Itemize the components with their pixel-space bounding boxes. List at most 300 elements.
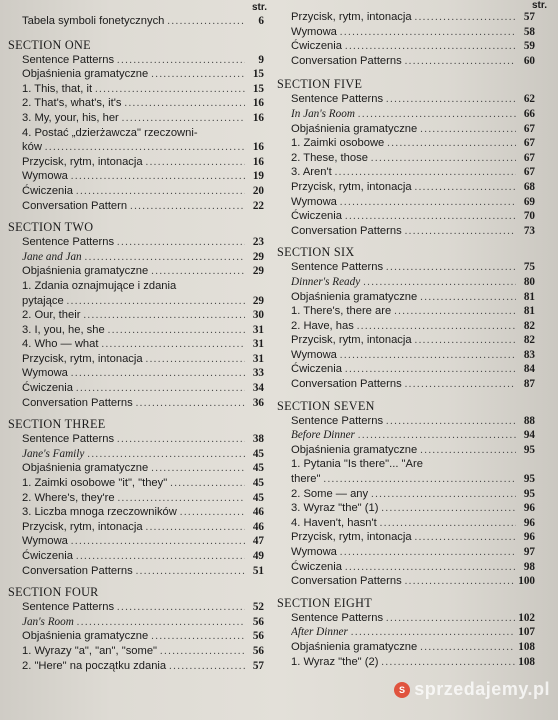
dot-leader [77,616,245,630]
dot-leader [351,626,515,640]
toc-entry-title: 2. Where's, they're [22,491,115,504]
dot-leader [117,54,245,68]
toc-entry-page: 100 [518,575,535,588]
toc-entry [291,319,535,334]
toc-entry [22,352,264,367]
toc-entry [291,611,535,626]
section-heading: SECTION EIGHT [277,595,372,610]
toc-entry-page: 69 [523,195,535,208]
toc-entry-page: 45 [252,462,264,475]
toc-entry-title: Conversation Patterns [291,575,402,588]
toc-entry-title: Jane and Jan [22,250,82,263]
toc-entry-title: Sentence Patterns [22,53,115,66]
dot-leader [71,535,245,549]
watermark-logo-icon: S [394,682,410,698]
toc-entry-title: 2. Some — any [291,487,369,500]
toc-entry [291,516,535,531]
toc-entry [291,560,535,575]
dot-leader [146,156,245,170]
toc-entry-page: 31 [252,323,264,336]
toc-entry [22,366,264,381]
dot-leader [136,397,245,411]
toc-entry [291,333,535,348]
dot-leader [67,295,245,309]
toc-entry-page: 31 [252,338,264,351]
toc-entry-page: 94 [523,429,535,442]
toc-entry-page: 60 [523,54,535,67]
dot-leader [345,363,516,377]
toc-entry-title: After Dinner [291,626,348,639]
toc-entry-page: 95 [523,473,535,486]
dot-leader [122,112,245,126]
toc-entry-page: 16 [252,141,264,154]
dot-leader [420,123,516,137]
dot-leader [394,305,516,319]
toc-entry-title: Conversation Patterns [291,378,402,391]
toc-column-left [8,14,264,673]
toc-entry-page: 31 [252,352,264,365]
dot-leader [85,251,245,265]
toc-entry-title: Conversation Patterns [22,396,133,409]
section-heading: SECTION FIVE [277,77,363,92]
toc-entry-page: 19 [252,170,264,183]
toc-entry [22,184,264,199]
toc-entry [291,640,535,655]
toc-entry-page: 97 [523,546,535,558]
toc-entry-title: Wymowa [22,535,68,548]
toc-entry-title: 1. There's, there are [291,305,392,318]
toc-entry-page: 16 [252,155,264,168]
toc-entry-page: 102 [518,611,535,624]
dot-leader [415,531,516,545]
toc-entry-page: 47 [252,535,264,548]
dot-leader [405,575,516,589]
toc-entry [22,644,264,659]
toc-entry-page: 67 [523,137,535,150]
toc-entry-title: Wymowa [291,546,337,558]
toc-entry-page: 84 [523,363,535,376]
dot-leader [363,276,516,290]
dot-leader [95,83,245,97]
dot-leader [420,641,515,655]
toc-entry-page: 107 [518,626,535,639]
toc-entry-page: 52 [252,601,264,614]
toc-entry-title: Przycisk, rytm, intonacja [291,180,412,193]
dot-leader [345,561,516,575]
toc-entry-page: 46 [252,520,264,533]
toc-entry [22,505,264,520]
toc-entry-page: 108 [518,655,535,668]
page-column-header-left: str. [252,2,268,13]
toc-entry [291,574,535,589]
toc-entry [291,428,535,443]
toc-entry [291,443,535,458]
section-entries [22,235,264,410]
toc-entry [291,195,535,210]
toc-entry-title: 2. Have, has [291,319,354,332]
dot-leader [87,448,245,462]
toc-entry-title: Przycisk, rytm, intonacja [22,520,143,533]
toc-entry [22,67,264,82]
toc-entry [22,279,264,294]
dot-leader [151,462,245,476]
dot-leader [386,415,516,429]
dot-leader [76,382,245,396]
toc-entry-title: pytające [22,294,64,307]
toc-entry [291,625,535,640]
toc-entry-title: Sentence Patterns [291,93,384,106]
toc-entry [22,520,264,535]
toc-entry-title: 4. Haven't, hasn't [291,516,377,529]
toc-entry [22,659,264,674]
toc-entry-page: 6 [258,15,264,27]
toc-entry [291,92,535,107]
toc-entry-title: Objaśnienia gramatyczne [291,122,418,135]
dot-leader [108,324,245,338]
toc-entry [22,629,264,644]
section-entries [291,414,535,589]
toc-entry-title: 2. Our, their [22,309,81,322]
toc-entry-title: 1. Pytania "Is there"... "Are [291,458,423,471]
dot-leader [118,492,245,506]
toc-entry-page: 22 [252,199,264,212]
toc-entry-page: 15 [252,68,264,81]
toc-entry [291,545,535,560]
dot-leader [345,210,516,224]
toc-entry-title: 1. Wyrazy "a", "an", "some" [22,644,158,657]
toc-entry-page: 38 [252,433,264,446]
toc-entry-page: 23 [252,236,264,249]
dot-leader [167,15,245,29]
toc-entry [291,136,535,151]
toc-entry-page: 81 [523,290,535,303]
toc-entry-page: 95 [523,487,535,500]
watermark-text: sprzedajemy.pl [414,679,550,699]
dot-leader [420,291,516,305]
dot-leader [386,93,516,107]
toc-entry-title: Ćwiczenia [291,40,342,53]
toc-entry-title: there" [291,473,321,486]
toc-entry-title: Objaśnienia gramatyczne [291,640,418,653]
toc-entry-title: Sentence Patterns [22,601,115,614]
toc-entry [22,250,264,265]
toc-entry [22,564,264,579]
toc-entry [291,472,535,487]
toc-entry-title: Before Dinner [291,429,355,442]
toc-entry-title: 1. Zaimki osobowe [291,137,385,150]
toc-entry-title: ków [22,141,42,154]
toc-entry-page: 46 [252,506,264,519]
dot-leader [386,612,515,626]
toc-entry-title: Ćwiczenia [291,560,342,573]
toc-entry-page: 16 [252,97,264,110]
toc-entry [291,457,535,472]
toc-entry-page: 45 [252,477,264,490]
toc-entry [22,308,264,323]
toc-entry-title: Przycisk, rytm, intonacja [291,11,412,23]
toc-entry-title: In Jan's Room [291,107,355,120]
toc-entry [22,53,264,68]
section-heading: SECTION FOUR [8,585,99,600]
dot-leader [387,137,516,151]
toc-entry [291,414,535,429]
section-heading: SECTION THREE [8,417,106,432]
section-entries [22,600,264,673]
dot-leader [357,320,516,334]
toc-entry [22,432,264,447]
toc-entry-title: Conversation Patterns [291,54,402,67]
toc-entry-page: 51 [252,564,264,577]
toc-entry-title: Przycisk, rytm, intonacja [291,531,412,544]
dot-leader [386,261,516,275]
toc-entry-page: 87 [523,378,535,391]
toc-entry-page: 16 [252,111,264,124]
toc-entry-title: Przycisk, rytm, intonacja [291,334,412,347]
toc-entry [291,348,535,363]
dot-leader [381,502,516,516]
toc-entry-title: Wymowa [22,367,68,380]
toc-entry [22,396,264,411]
toc-entry-title: Objaśnienia gramatyczne [291,290,418,303]
dot-leader [160,645,245,659]
dot-leader [371,488,516,502]
toc-entry [22,235,264,250]
dot-leader [71,170,245,184]
dot-leader [146,521,245,535]
toc-entry-page: 59 [523,40,535,53]
toc-entry-title: Conversation Pattern [22,199,128,212]
toc-entry [22,264,264,279]
toc-entry-title: Ćwiczenia [22,184,73,197]
dot-leader [101,338,245,352]
toc-entry-page: 34 [252,382,264,395]
toc-entry-page: 30 [252,309,264,322]
section-entries [22,432,264,578]
toc-entry-title: Sentence Patterns [291,261,384,274]
dot-leader [151,68,245,82]
toc-entry-page: 96 [523,502,535,515]
section-entries [22,53,264,214]
toc-entry [22,96,264,111]
toc-entry [291,530,535,545]
toc-entry [291,487,535,502]
toc-entry-title: Sentence Patterns [22,433,115,446]
toc-entry [291,180,535,195]
dot-leader [71,367,245,381]
toc-entry-page: 67 [523,151,535,164]
toc-entry-title: 2. That's, what's, it's [22,97,122,110]
toc-entry-title: Objaśnienia gramatyczne [22,630,149,643]
dot-leader [340,349,516,363]
toc-entry [291,224,535,239]
toc-entry-title: 1. Wyraz "the" (2) [291,655,379,668]
toc-entry [291,39,535,54]
toc-entry [22,169,264,184]
toc-entry-title: Objaśnienia gramatyczne [22,265,149,278]
toc-entry-page: 70 [523,210,535,223]
dot-leader [340,546,516,560]
toc-entry [22,14,264,29]
toc-entry-page: 62 [523,93,535,106]
toc-entry [291,107,535,122]
toc-entry-page: 73 [523,224,535,237]
toc-entry-page: 57 [252,659,264,672]
toc-entry [291,501,535,516]
section-entries [291,92,535,238]
dot-leader [405,225,516,239]
dot-leader [420,444,516,458]
toc-entry-title: Jane's Family [22,447,85,460]
toc-entry [22,615,264,630]
toc-entry [291,304,535,319]
toc-entry-title: 2. "Here" na początku zdania [22,659,167,672]
dot-leader [136,565,245,579]
toc-entry-page: 9 [258,53,264,66]
toc-entry-title: 3. Liczba mnoga rzeczowników [22,506,177,519]
section-heading: SECTION SEVEN [277,398,375,413]
toc-entry-page: 49 [252,550,264,562]
dot-leader [415,181,516,195]
toc-entry [22,337,264,352]
toc-entry-title: Sentence Patterns [291,414,384,427]
toc-entry-page: 82 [523,334,535,347]
dot-leader [117,601,245,615]
dot-leader [380,517,516,531]
toc-entry-title: Ćwiczenia [291,210,342,223]
toc-entry [291,54,535,69]
toc-entry-page: 29 [252,250,264,263]
toc-entry [22,140,264,155]
toc-entry [22,199,264,214]
toc-entry [291,10,535,25]
toc-entry-title: Jan's Room [22,615,74,628]
toc-entry-title: Wymowa [22,170,68,183]
dot-leader [170,477,245,491]
toc-entry [22,126,264,141]
toc-entry-page: 82 [523,319,535,332]
toc-entry-page: 88 [523,414,535,427]
dot-leader [358,108,516,122]
dot-leader [358,429,516,443]
toc-entry-title: Conversation Patterns [22,564,133,577]
toc-entry-page: 108 [518,640,535,653]
dot-leader [415,11,516,25]
toc-entry-title: Objaśnienia gramatyczne [22,462,149,475]
toc-entry-title: Ćwiczenia [22,550,73,562]
dot-leader [45,141,245,155]
toc-entry [22,600,264,615]
toc-entry-title: 4. Postać „dzierżawcza" rzeczowni- [22,126,198,139]
toc-entry [291,655,535,670]
toc-entry-page: 36 [252,396,264,409]
intro-entry [22,14,264,29]
toc-entry-title: Wymowa [291,195,337,208]
toc-entry [22,549,264,564]
watermark [394,679,550,700]
toc-entry-page: 80 [523,275,535,288]
toc-entry [291,151,535,166]
toc-entry-title: 1. Zaimki osobowe "it", "they" [22,477,168,490]
toc-entry-page: 20 [252,184,264,197]
toc-entry [22,155,264,170]
dot-leader [124,97,245,111]
toc-entry-page: 67 [523,166,535,179]
dot-leader [415,334,516,348]
section-heading: SECTION TWO [8,220,94,235]
dot-leader [345,40,516,54]
toc-entry-title: Sentence Patterns [291,611,384,624]
toc-entry-page: 75 [523,261,535,274]
toc-entry [291,290,535,305]
toc-entry-page: 95 [523,443,535,456]
toc-entry-page: 68 [523,180,535,193]
toc-entry-page: 96 [523,531,535,544]
page-column-header-right: str. [532,0,548,11]
toc-entry [291,377,535,392]
dot-leader [180,506,245,520]
toc-entry-page: 56 [252,630,264,643]
dot-leader [169,660,245,674]
dot-leader [117,236,245,250]
dot-leader [76,185,245,199]
toc-entry-page: 56 [252,644,264,657]
dot-leader [340,26,516,40]
dot-leader [405,55,516,69]
toc-column-right [277,10,535,669]
toc-entry-page: 66 [523,107,535,120]
toc-entry-title: Dinner's Ready [291,275,361,288]
toc-entry-page: 33 [252,367,264,380]
section-four-continued [291,10,535,68]
toc-entry [291,260,535,275]
dot-leader [405,378,516,392]
toc-entry-title: 3. Aren't [291,166,332,179]
section-entries [291,260,535,391]
toc-entry-page: 56 [252,615,264,628]
dot-leader [381,656,515,670]
toc-entry [291,165,535,180]
dot-leader [117,433,245,447]
toc-entry-title: 2. These, those [291,151,368,164]
toc-entry-page: 45 [252,491,264,504]
toc-entry-title: Sentence Patterns [22,236,115,249]
toc-entry-page: 98 [523,560,535,573]
toc-entry [291,275,535,290]
toc-entry [22,323,264,338]
toc-entry-title: Objaśnienia gramatyczne [291,443,418,456]
toc-entry [291,209,535,224]
toc-entry-title: Tabela symboli fonetycznych [22,15,165,27]
toc-entry-page: 96 [523,516,535,529]
toc-entry-page: 29 [252,265,264,278]
section-heading: SECTION ONE [8,37,91,52]
toc-entry-title: Wymowa [291,348,337,361]
toc-entry-title: Ćwiczenia [22,382,73,395]
toc-entry-page: 58 [523,25,535,38]
section-entries [291,611,535,669]
dot-leader [83,309,245,323]
toc-entry-title: 3. I, you, he, she [22,323,105,336]
dot-leader [151,265,245,279]
dot-leader [130,200,245,214]
toc-entry-title: 4. Who — what [22,338,99,351]
toc-entry [291,122,535,137]
toc-entry-title: 1. Zdania oznajmujące i zdania [22,279,177,292]
toc-entry-title: 1. This, that, it [22,82,93,95]
toc-entry-title: Przycisk, rytm, intonacja [22,155,143,168]
toc-entry [22,534,264,549]
dot-leader [335,166,516,180]
